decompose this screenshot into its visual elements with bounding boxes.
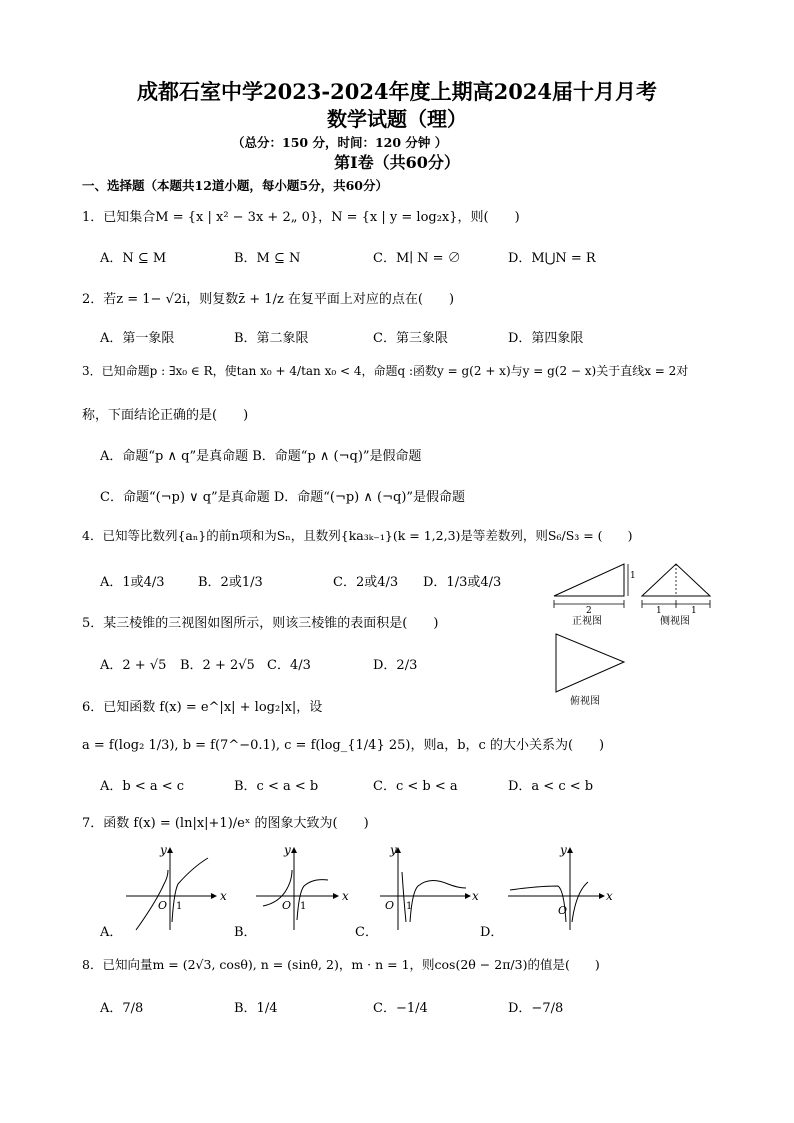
svg-text:O: O: [282, 899, 292, 912]
q1-option-b: B．M ⊆ N: [234, 251, 301, 266]
svg-text:y: y: [390, 843, 397, 857]
front-view-label: 正视图: [572, 616, 602, 627]
q3-option-cd: C．命题“(¬p) ∨ q”是真命题 D．命题“(¬p) ∧ (¬q)”是假命题: [100, 490, 466, 505]
question-1: 1．已知集合M = {x | x² − 3x + 2„ 0}，N = {x | y = log₂x}，则( ): [82, 210, 520, 225]
q8-option-d: D．−7/8: [508, 1001, 564, 1016]
page-title: 成都石室中学2023-2024年度上期高2024届十月月考: [136, 79, 658, 104]
svg-text:x: x: [342, 889, 349, 903]
svg-text:O: O: [385, 899, 395, 912]
section-heading: 一、选择题（本题共12道小题，每小题5分，共60分）: [82, 178, 388, 193]
q6-option-b: B．c < a < b: [234, 779, 319, 794]
question-6-cont: a = f(log₂ 1/3), b = f(7^−0.1), c = f(log_{1/4} 25)，则a，b，c 的大小关系为( ): [82, 738, 605, 753]
front-width-label: 2: [586, 606, 592, 616]
three-view-figure: [548, 556, 718, 706]
q8-option-c: C．−1/4: [373, 1001, 428, 1016]
q2-option-d: D．第四象限: [508, 331, 584, 346]
side-view-label: 侧视图: [660, 616, 690, 627]
q7-option-b: B．: [234, 925, 257, 940]
svg-text:y: y: [160, 843, 167, 857]
q5-option-d: D．2/3: [373, 658, 418, 673]
top-view-shape: [556, 634, 624, 692]
exam-info: （总分：150 分，时间：120 分钟 ）: [232, 135, 448, 150]
svg-text:x: x: [472, 889, 479, 903]
question-6: 6．已知函数 f(x) = e^|x| + log₂|x|，设: [82, 700, 323, 715]
q1-option-a: A．N ⊆ M: [100, 251, 167, 266]
question-3: 3．已知命题p : ∃x₀ ∈ R，使tan x₀ + 4/tan x₀ < 4，命题q :函数y = g(2 + x)与y = g(2 − x)关于直线x = 2对: [82, 364, 689, 378]
q8-option-b: B．1/4: [234, 1001, 278, 1016]
svg-text:O: O: [558, 904, 568, 917]
question-5: 5．某三棱锥的三视图如图所示，则该三棱锥的表面积是( ): [82, 616, 439, 631]
q2-option-a: A．第一象限: [100, 331, 175, 346]
graph-b: [256, 843, 349, 930]
svg-text:O: O: [158, 899, 168, 912]
svg-text:x: x: [606, 889, 613, 903]
q4-option-b: B．2或1/3: [198, 575, 263, 590]
graph-c: [380, 843, 479, 930]
svg-text:1: 1: [300, 901, 307, 912]
q4-option-a: A．1或4/3: [100, 575, 165, 590]
q7-option-a: A．: [100, 925, 123, 940]
volume-heading: 第Ⅰ卷（共60分）: [334, 153, 460, 172]
q2-option-c: C．第三象限: [373, 331, 448, 346]
q6-option-d: D．a < c < b: [508, 779, 594, 794]
q6-option-c: C．c < b < a: [373, 779, 458, 794]
graph-a: [126, 843, 227, 930]
question-7: 7．函数 f(x) = (ln|x|+1)/eˣ 的图象大致为( ): [82, 816, 369, 831]
q8-option-a: A．7/8: [100, 1001, 144, 1016]
q6-option-a: A．b < a < c: [100, 779, 185, 794]
side-width-right: 1: [691, 606, 697, 616]
q2-option-b: B．第二象限: [234, 331, 309, 346]
front-view-shape: [554, 564, 624, 596]
question-2: 2．若z = 1− √2i，则复数z̄ + 1/z 在复平面上对应的点在( ): [82, 292, 455, 307]
question-8: 8．已知向量m = (2√3, cosθ), n = (sinθ, 2)，m · n = 1，则cos(2θ − 2π/3)的值是( ): [82, 957, 600, 972]
question-3-cont: 称，下面结论正确的是( ): [82, 408, 249, 423]
q4-option-d: D．1/3或4/3: [423, 575, 502, 590]
svg-text:y: y: [560, 843, 567, 857]
q5-option-a: A．2 + √5: [100, 658, 167, 673]
question-4: 4．已知等比数列{aₙ}的前n项和为Sₙ，且数列{ka₃ₖ₋₁}(k = 1,2,3)是等差数列，则S₆/S₃ = ( ): [82, 528, 633, 543]
svg-text:1: 1: [406, 901, 413, 912]
svg-text:y: y: [284, 843, 291, 857]
q1-option-c: C．M∣ N = ∅: [373, 251, 461, 266]
top-view-label: 俯视图: [570, 696, 600, 706]
side-width-left: 1: [656, 606, 662, 616]
front-height-label: 1: [630, 571, 636, 581]
page-subtitle: 数学试题（理）: [327, 107, 467, 131]
q7-option-d: D．: [480, 925, 504, 940]
q5-option-b: B．2 + 2√5: [180, 658, 255, 673]
svg-text:x: x: [220, 889, 227, 903]
q7-option-c: C．: [355, 925, 378, 940]
q3-option-ab: A．命题“p ∧ q”是真命题 B．命题“p ∧ (¬q)”是假命题: [100, 449, 422, 464]
graph-d: [508, 843, 613, 930]
q5-option-c: C．4/3: [267, 658, 311, 673]
q1-option-d: D．M⋃N = R: [508, 251, 596, 266]
q4-option-c: C．2或4/3: [333, 575, 399, 590]
svg-text:1: 1: [176, 901, 183, 912]
